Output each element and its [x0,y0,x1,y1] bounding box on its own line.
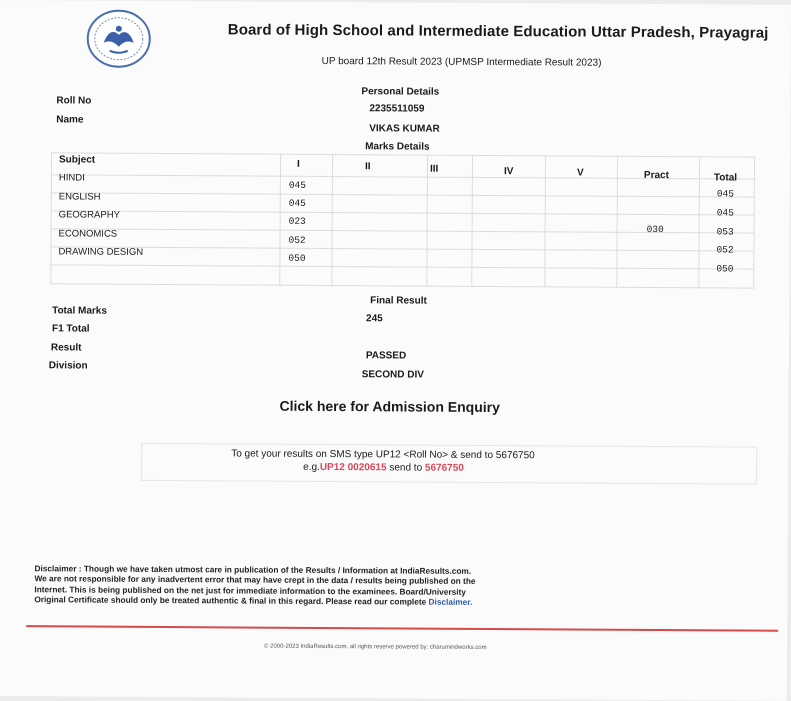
sms-example [303,462,464,474]
disclaimer-line: We are not responsible for any inadvertent error that may have crept in the data / results being published on the [34,573,476,587]
table-row-total: 050 [716,263,734,275]
f1-total-label: F1 Total [51,323,90,335]
disclaimer-link[interactable]: Disclaimer. [428,596,473,607]
division-value: SECOND DIV [361,369,424,381]
board-title: Board of High School and Intermediate Education Uttar Pradesh, Prayagraj [227,21,769,42]
disclaimer-line: Original Certificate should only be treated authentic & final in this regard. Please read our complete Disclaimer. [34,594,473,607]
table-row-mark-i: 045 [288,179,307,191]
table-row-subject: HINDI [58,172,85,184]
sms-example-prefix: e.g. [303,461,320,473]
marks-details-heading: Marks Details [365,141,430,153]
name-label: Name [56,114,84,126]
sms-example-code: UP12 0020615 [319,461,387,474]
table-row-subject: ECONOMICS [58,228,118,240]
result-value: PASSED [365,350,407,362]
col-v-header: V [576,167,584,179]
table-row-total: 045 [716,207,734,219]
col-subject-header: Subject [58,154,96,166]
footer-divider [26,625,778,632]
table-row-mark-i: 023 [288,215,306,227]
sms-number: 5676750 [424,462,464,474]
table-row-subject: DRAWING DESIGN [58,246,144,258]
name-value: VIKAS KUMAR [369,123,440,135]
table-row-mark-i: 052 [288,234,306,246]
division-label: Division [48,360,88,372]
col-pract-header: Pract [643,169,669,182]
roll-no-label: Roll No [56,95,92,107]
total-marks-label: Total Marks [52,305,107,317]
table-row-mark-i: 050 [288,252,306,264]
table-row-total: 045 [716,188,734,200]
disclaimer-line: Disclaimer : Though we have taken utmost care in publication of the Results / Information at IndiaResults.com. [34,563,472,576]
personal-details-heading: Personal Details [361,86,440,98]
admission-enquiry-link[interactable]: Click here for Admission Enquiry [279,397,500,416]
table-row-pract: 030 [646,223,664,236]
up-board-emblem-icon [86,9,152,69]
col-iv-header: IV [503,166,514,178]
table-row-total: 053 [716,226,734,238]
col-ii-header: II [364,161,371,173]
sms-instructions: To get your results on SMS type UP12 <Roll No> & send to 5676750 [231,448,535,462]
result-label: Result [50,342,82,354]
copyright-footer: © 2000-2023 IndiaResults.com. all rights reserve powered by: charumindworks.com [264,643,487,651]
col-total-header: Total [713,172,738,184]
sms-send-to: send to [386,462,425,474]
roll-no-value: 2235511059 [369,103,425,115]
table-row-subject: ENGLISH [58,191,101,203]
total-marks-value: 245 [366,313,383,325]
table-row-total: 052 [716,244,734,256]
disclaimer-text [34,563,574,607]
final-result-heading: Final Result [370,295,427,307]
col-iii-header: III [429,163,439,175]
result-subtitle: UP board 12th Result 2023 (UPMSP Intermediate Result 2023) [321,55,602,69]
col-i-header: I [296,158,300,170]
disclaimer-line: Internet. This is being published on the net just for immediate information to the examinees. Board/University [34,583,466,597]
table-row-subject: GEOGRAPHY [58,209,120,221]
table-row-mark-i: 045 [288,197,306,209]
